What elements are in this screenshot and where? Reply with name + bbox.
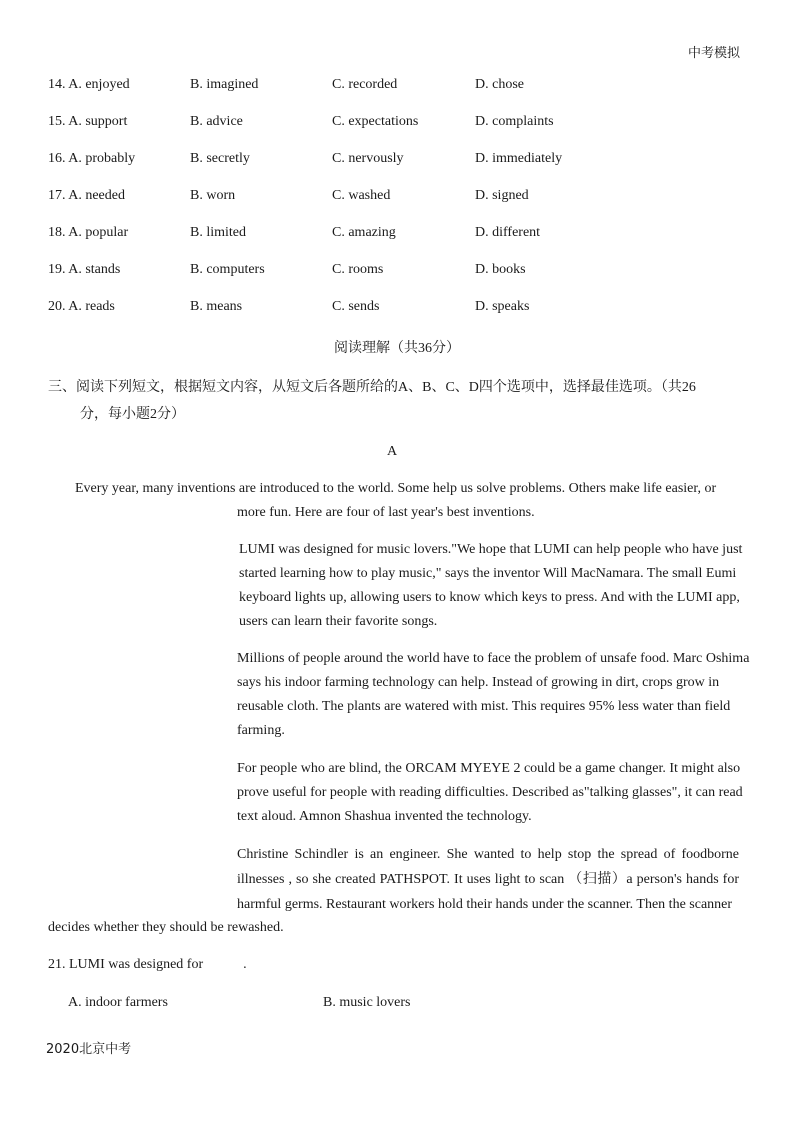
option-d: D. different (475, 225, 541, 240)
option-c: C. recorded (332, 77, 398, 92)
passage-intro-line-2: more fun. Here are four of last year's best inventions. (237, 505, 535, 520)
option-d: D. signed (475, 188, 529, 203)
passage-label: A (386, 444, 398, 459)
option-a: 15. A. support (48, 114, 128, 129)
passage-paragraph-orcam (237, 757, 747, 829)
option-a: 19. A. stands (48, 262, 121, 277)
option-d: D. speaks (475, 299, 530, 314)
question-end: . (243, 957, 247, 972)
section-instruction-line-2: 分，每小题2分） (80, 407, 185, 422)
section-title: 阅读理解（共36分） (334, 341, 460, 356)
question-stem: 21. LUMI was designed for (48, 957, 204, 972)
option-b: B. computers (190, 262, 265, 277)
option-a: 20. A. reads (48, 299, 115, 314)
header-tag: 中考模拟 (687, 45, 740, 60)
option-c: C. washed (332, 188, 391, 203)
option-b: B. advice (190, 114, 243, 129)
paragraph-text: Christine Schindler is an engineer. She wanted to help stop the spread of foodborne illnesses , so she created PATHSPOT. It uses light to scan （扫描）a person's hands for harmful germs. Restaurant workers hold their hands under the scanner. Then the scanner (237, 847, 739, 912)
option-b: B. secretly (190, 151, 250, 166)
option-b: B. means (190, 299, 243, 314)
passage-paragraph-lumi (239, 538, 748, 634)
option-c: C. amazing (332, 225, 396, 240)
option-d: D. books (475, 262, 526, 277)
passage-intro-line-1: Every year, many inventions are introduced to the world. Some help us solve problems. Others make life easier, or (75, 481, 717, 496)
passage-paragraph-pathspot (237, 842, 739, 917)
option-b: B. imagined (190, 77, 259, 92)
option-a: 17. A. needed (48, 188, 125, 203)
passage-paragraph-farming (237, 647, 755, 743)
option-c: C. sends (332, 299, 380, 314)
question-option-b[interactable]: B. music lovers (323, 995, 411, 1010)
option-a: 16. A. probably (48, 151, 136, 166)
paragraph-text: Millions of people around the world have to face the problem of unsafe food. Marc Oshima says his indoor farming technology can help. Instead of growing in dirt, crops grow in reusable cloth. The plants are watered with mist. This requires 95% less water than field farming. (237, 651, 750, 738)
option-c: C. expectations (332, 114, 419, 129)
option-a: 18. A. popular (48, 225, 129, 240)
paragraph-text: For people who are blind, the ORCAM MYEYE 2 could be a game changer. It might also prove useful for people with reading difficulties. Described as"talking glasses", it can read text aloud. Amnon Shashua invented the technology. (237, 761, 743, 824)
section-instruction-line-1: 三、阅读下列短文，根据短文内容，从短文后各题所给的A、B、C、D四个选项中，选择最佳选项。（共26 (48, 380, 696, 395)
option-d: D. chose (475, 77, 524, 92)
option-b: B. worn (190, 188, 236, 203)
passage-last-line: decides whether they should be rewashed. (48, 920, 284, 935)
option-c: C. rooms (332, 262, 384, 277)
question-21 (48, 957, 247, 973)
footer-tag: 2020北京中考 (46, 1042, 132, 1057)
option-c: C. nervously (332, 151, 404, 166)
option-b: B. limited (190, 225, 246, 240)
option-a: 14. A. enjoyed (48, 77, 130, 92)
paragraph-text: LUMI was designed for music lovers."We hope that LUMI can help people who have just started learning how to play music," says the inventor Will MacNamara. The small Eumi keyboard lights up, allowing users to know which keys to press. And with the LUMI app, users can learn their favorite songs. (239, 542, 743, 629)
option-d: D. immediately (475, 151, 563, 166)
question-option-a[interactable]: A. indoor farmers (68, 995, 168, 1010)
option-d: D. complaints (475, 114, 554, 129)
